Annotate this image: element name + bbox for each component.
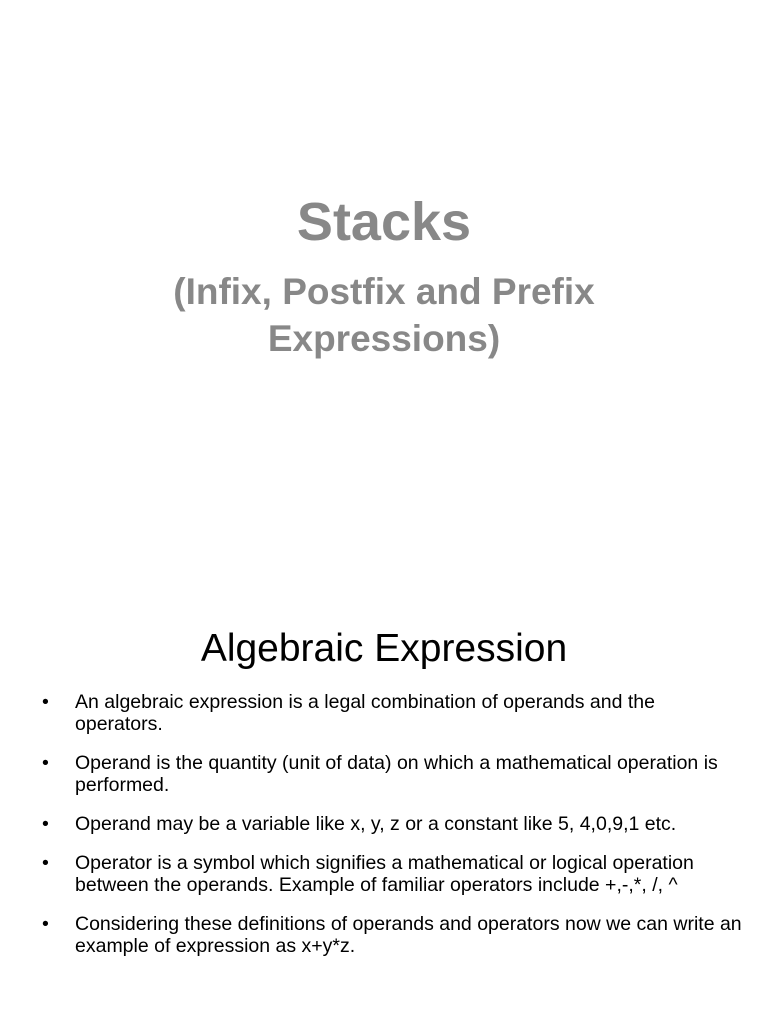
bullet-list <box>42 691 748 974</box>
bullet-text: Operand is the quantity (unit of data) on which a mathematical operation is performed. <box>75 752 718 796</box>
bullet-icon: • <box>42 813 49 835</box>
list-item <box>42 913 748 957</box>
bullet-icon: • <box>42 852 49 874</box>
list-item <box>42 691 748 735</box>
list-item <box>42 752 748 796</box>
slide-title: Stacks <box>296 192 472 252</box>
slide-heading: Algebraic Expression <box>200 627 568 670</box>
bullet-icon: • <box>42 752 49 774</box>
bullet-text: Considering these definitions of operands and operators now we can write an example of expression as x+y*z. <box>75 913 742 957</box>
bullet-text: An algebraic expression is a legal combination of operands and the operators. <box>75 691 655 735</box>
list-item <box>42 852 748 896</box>
bullet-text: Operator is a symbol which signifies a mathematical or logical operation between the operands. Example of familiar operators include +,-,*, /, ^ <box>75 852 694 896</box>
bullet-icon: • <box>42 691 49 713</box>
bullet-icon: • <box>42 913 49 935</box>
list-item <box>42 813 748 835</box>
slide-subtitle: (Infix, Postfix and Prefix Expressions) <box>173 271 595 359</box>
bullet-text: Operand may be a variable like x, y, z or a constant like 5, 4,0,9,1 etc. <box>75 813 677 835</box>
content-slide <box>0 576 768 1024</box>
